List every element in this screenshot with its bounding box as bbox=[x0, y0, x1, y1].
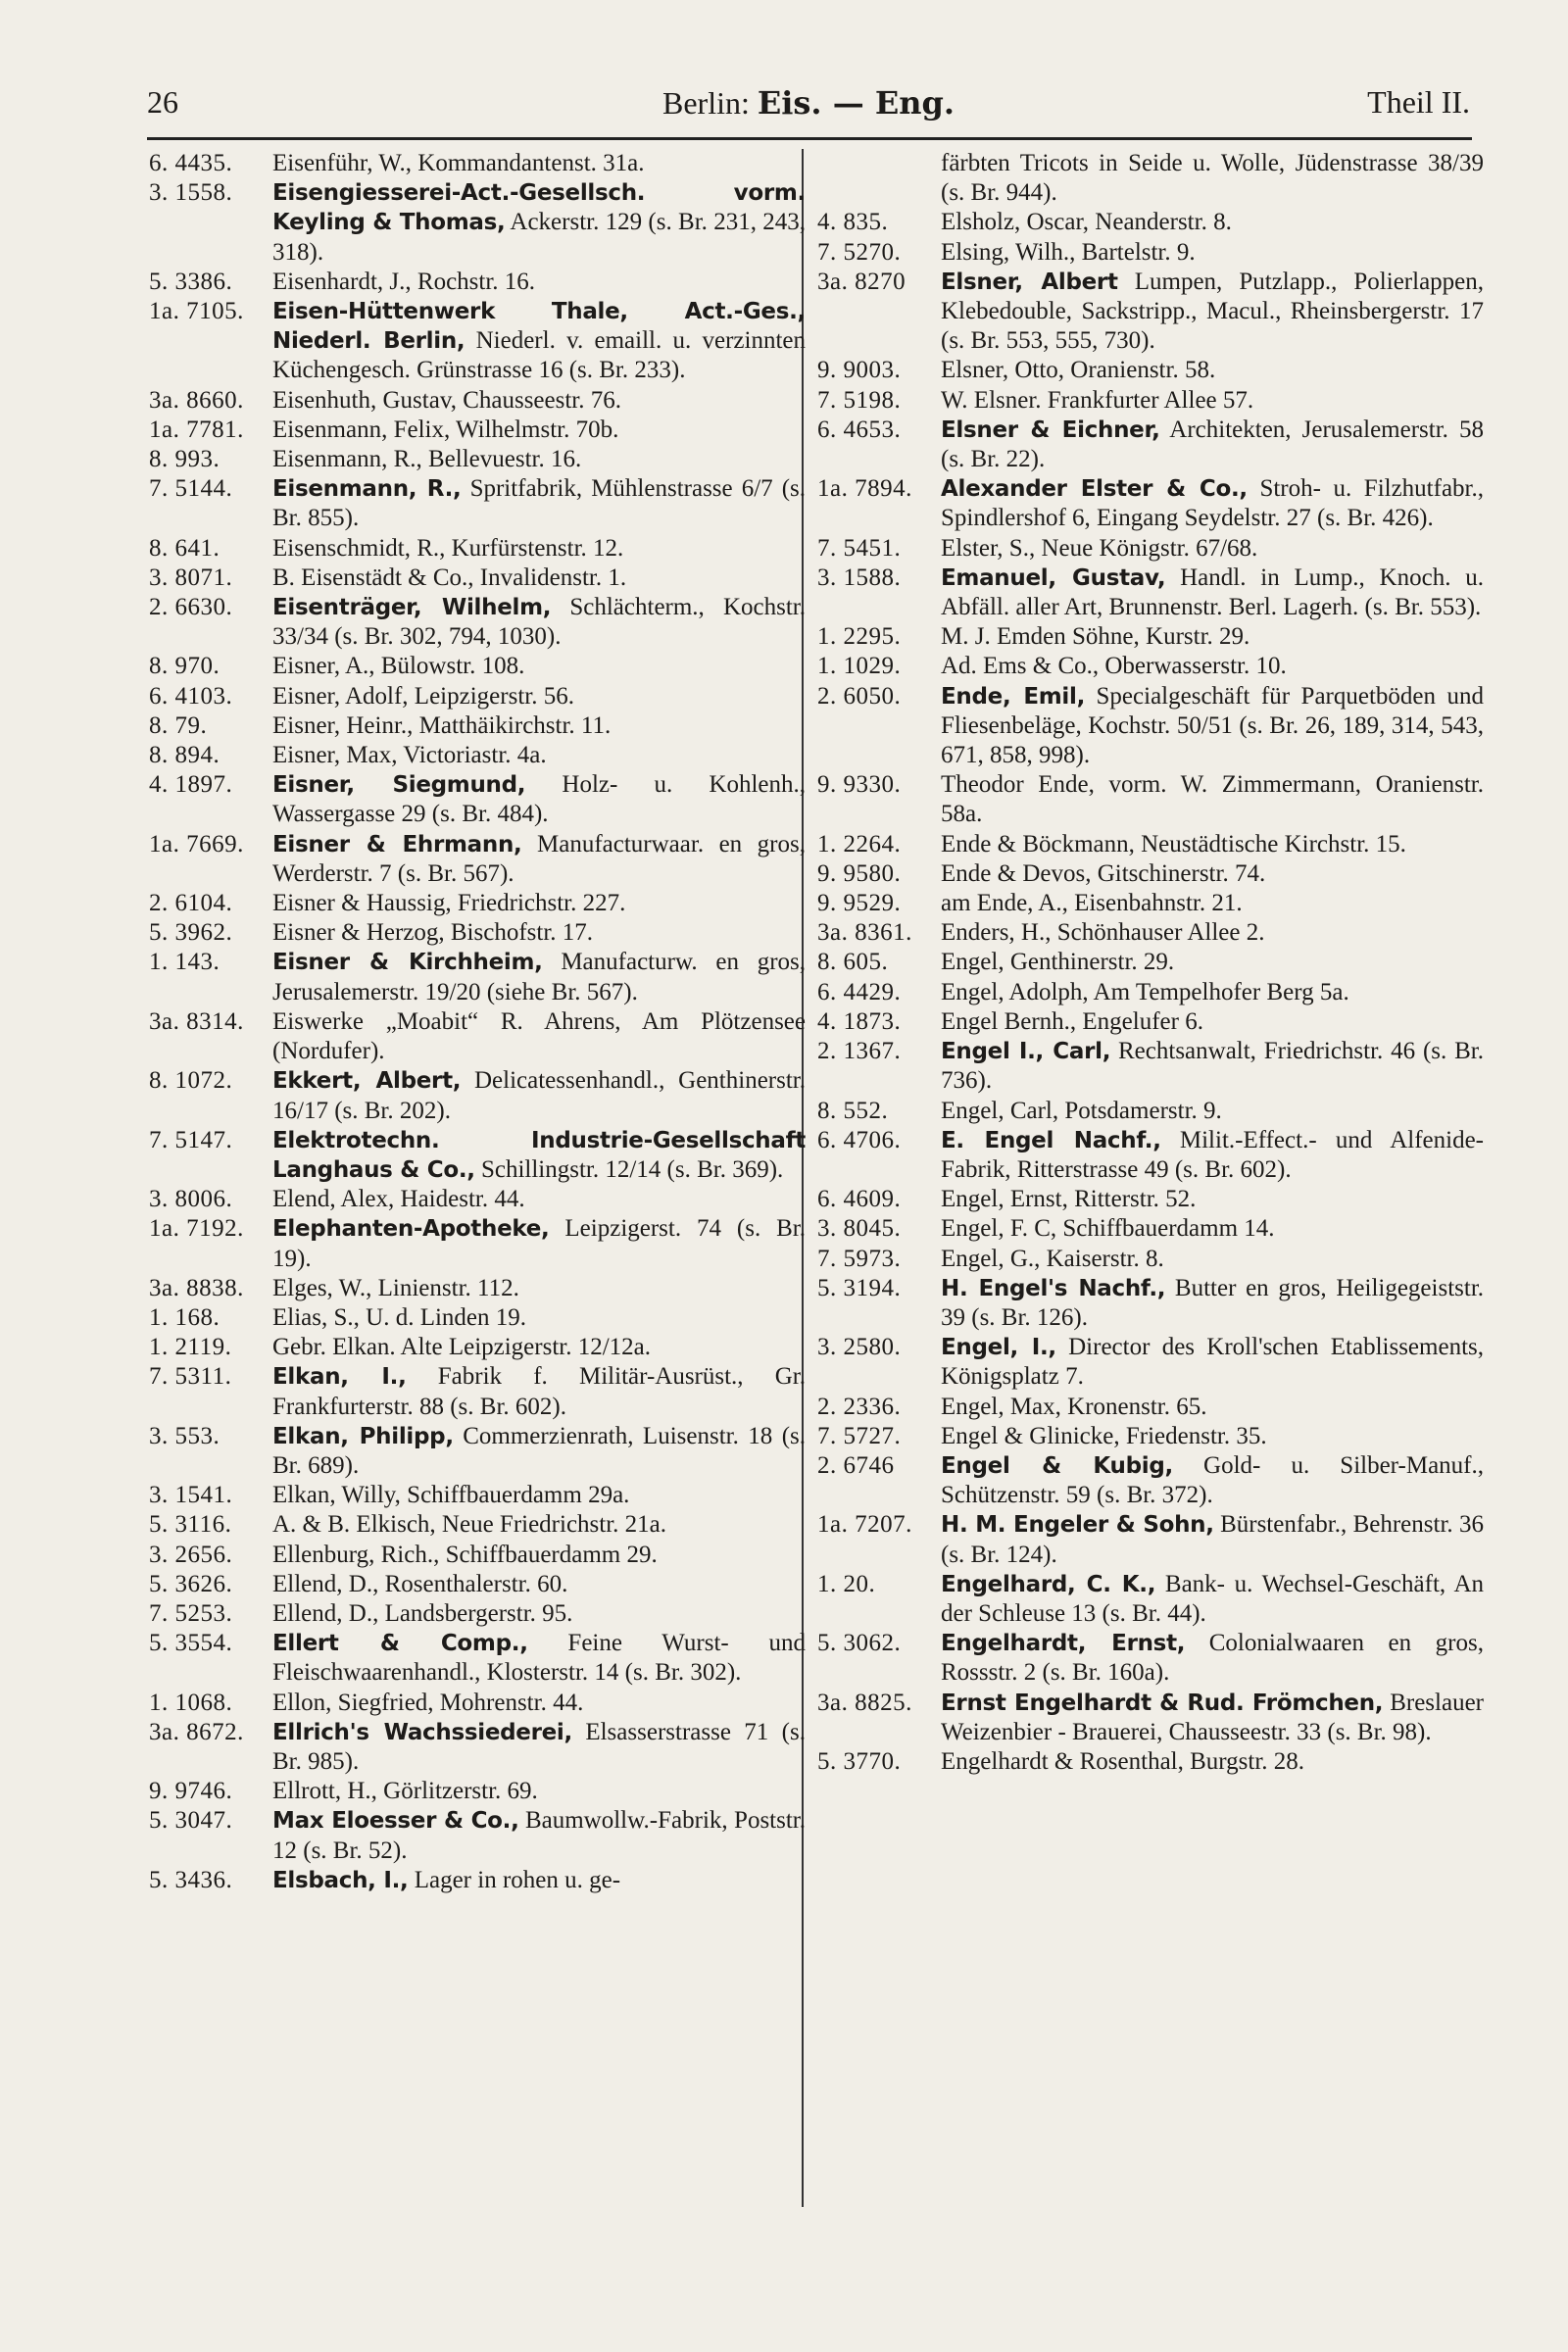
phone-number: 1a. 7192. bbox=[149, 1215, 244, 1243]
directory-entry bbox=[817, 1097, 1484, 1126]
entry-text: Holz- u. Kohlenh., Wassergasse 29 (s. Br. 484). bbox=[272, 771, 806, 828]
entry-text: Engel Bernh., Engelufer 6. bbox=[941, 1007, 1203, 1035]
entry-text: Engel, F. C, Schiffbauerdamm 14. bbox=[941, 1215, 1275, 1243]
entry-text: Architekten, Jerusalemerstr. 58 (s. Br. 22). bbox=[941, 416, 1485, 473]
entry-text: Engel, Adolph, Am Tempelhofer Berg 5a. bbox=[941, 978, 1349, 1005]
firm-name: H. M. Engeler & Sohn, bbox=[941, 1512, 1214, 1539]
entry-text: Eisner, A., Bülowstr. 108. bbox=[272, 653, 525, 680]
directory-entry bbox=[817, 918, 1484, 948]
entry-text: Engel & Glinicke, Friedenstr. 35. bbox=[941, 1422, 1267, 1449]
entry-text: Manufacturwaar. en gros, Werderstr. 7 (s. Br. 567). bbox=[272, 830, 806, 887]
running-title-range: Eis. — Eng. bbox=[757, 84, 956, 122]
entry-text: Engel, Genthinerstr. 29. bbox=[941, 949, 1175, 976]
phone-number: 3. 553. bbox=[149, 1422, 220, 1449]
phone-number: 3. 1588. bbox=[817, 564, 902, 591]
directory-entry bbox=[149, 1333, 806, 1362]
phone-number: 5. 3436. bbox=[149, 1866, 233, 1893]
firm-name: Engelhardt, Ernst, bbox=[941, 1631, 1186, 1657]
directory-entry bbox=[149, 1806, 806, 1865]
entry-text: Butter en gros, Heiligegeiststr. 39 (s. Br. 126). bbox=[941, 1274, 1485, 1331]
phone-number: 8. 970. bbox=[149, 653, 220, 680]
entry-text: Eisner & Haussig, Friedrichstr. 227. bbox=[272, 890, 626, 917]
directory-entry bbox=[817, 622, 1484, 652]
firm-name: Engel & Kubig, bbox=[941, 1452, 1173, 1479]
directory-entry bbox=[817, 1245, 1484, 1274]
entry-text: Director des Kroll'schen Etablissements, Königsplatz 7. bbox=[941, 1334, 1484, 1391]
directory-entry bbox=[149, 741, 806, 770]
directory-entry bbox=[149, 652, 806, 681]
directory-entry bbox=[149, 1599, 806, 1629]
entry-text: Commerzienrath, Luisenstr. 18 (s. Br. 689). bbox=[272, 1422, 807, 1479]
phone-number: 3a. 8838. bbox=[149, 1274, 244, 1301]
entry-text: Elster, S., Neue Königstr. 67/68. bbox=[941, 534, 1258, 562]
phone-number: 9. 9580. bbox=[817, 859, 902, 887]
entry-text: Engel, Max, Kronenstr. 65. bbox=[941, 1393, 1207, 1420]
directory-entry bbox=[817, 1007, 1484, 1037]
phone-number: 2. 6746 bbox=[817, 1451, 895, 1479]
firm-name: Engel I., Carl, bbox=[941, 1039, 1111, 1065]
firm-name: Eisner & Kirchheim, bbox=[272, 950, 543, 976]
left-column bbox=[149, 149, 806, 1895]
phone-number: 6. 4653. bbox=[817, 416, 902, 443]
entry-text: Specialgeschäft für Parquetböden und Fliesenbeläge, Kochstr. 50/51 (s. Br. 26, 189, 314, 543, 671, 858, 998). bbox=[941, 682, 1484, 769]
phone-number: 6. 4103. bbox=[149, 682, 233, 710]
directory-entry bbox=[817, 1126, 1484, 1185]
header-rule bbox=[147, 137, 1472, 140]
phone-number: 8. 1072. bbox=[149, 1067, 233, 1095]
firm-name: Eisner, Siegmund, bbox=[272, 772, 526, 799]
firm-name: Eisner & Ehrmann, bbox=[272, 831, 522, 858]
entry-text: Elias, S., U. d. Linden 19. bbox=[272, 1303, 527, 1331]
entry-text: Ellend, D., Rosenthalerstr. 60. bbox=[272, 1570, 568, 1597]
directory-entry bbox=[149, 1866, 806, 1895]
directory-entry bbox=[817, 534, 1484, 564]
directory-entry bbox=[817, 386, 1484, 416]
directory-entry bbox=[149, 474, 806, 533]
phone-number: 3a. 8270 bbox=[817, 268, 906, 295]
directory-entry bbox=[149, 1422, 806, 1481]
running-title-city: Berlin: bbox=[662, 85, 758, 121]
directory-entry bbox=[817, 268, 1484, 357]
directory-entry bbox=[149, 534, 806, 564]
firm-name: Elkan, Philipp, bbox=[272, 1423, 454, 1449]
entry-text: Feine Wurst- und Fleischwaarenhandl., Klosterstr. 14 (s. Br. 302). bbox=[272, 1630, 806, 1687]
phone-number: 3. 2656. bbox=[149, 1541, 233, 1568]
phone-number: 3. 8006. bbox=[149, 1186, 233, 1213]
firm-name: Elephanten-Apotheke, bbox=[272, 1216, 550, 1243]
entry-text: Eisenführ, W., Kommandantenst. 31a. bbox=[272, 150, 645, 176]
phone-number: 1. 1068. bbox=[149, 1689, 233, 1716]
directory-entry bbox=[817, 1185, 1484, 1214]
directory-entry bbox=[149, 1629, 806, 1688]
directory-entry bbox=[149, 1214, 806, 1273]
phone-number: 1. 143. bbox=[149, 949, 220, 976]
directory-entry bbox=[817, 1570, 1484, 1629]
entry-text: Elsholz, Oscar, Neanderstr. 8. bbox=[941, 209, 1232, 236]
phone-number: 1. 20. bbox=[817, 1570, 876, 1597]
directory-entry bbox=[149, 1689, 806, 1718]
phone-number: 5. 3770. bbox=[817, 1747, 902, 1775]
phone-number: 5. 3047. bbox=[149, 1807, 233, 1835]
directory-entry bbox=[817, 682, 1484, 771]
phone-number: 1. 2264. bbox=[817, 830, 902, 858]
phone-number: 5. 3386. bbox=[149, 268, 233, 295]
entry-text: Rechtsanwalt, Friedrichstr. 46 (s. Br. 736). bbox=[941, 1038, 1484, 1095]
firm-name: H. Engel's Nachf., bbox=[941, 1275, 1166, 1301]
directory-entry bbox=[817, 1689, 1484, 1747]
directory-entry bbox=[817, 238, 1484, 268]
firm-name: Elsner & Eichner, bbox=[941, 416, 1160, 443]
directory-entry bbox=[817, 859, 1484, 889]
directory-entry bbox=[817, 1274, 1484, 1333]
entry-text: Delicatessenhandl., Genthinerstr. 16/17 (s. Br. 202). bbox=[272, 1067, 806, 1124]
phone-number: 1a. 7669. bbox=[149, 830, 244, 858]
directory-entry bbox=[817, 948, 1484, 977]
running-title bbox=[147, 84, 1470, 122]
directory-entry bbox=[149, 1274, 806, 1303]
phone-number: 3a. 8660. bbox=[149, 386, 244, 414]
directory-entry bbox=[149, 711, 806, 741]
entry-text: W. Elsner. Frankfurter Allee 57. bbox=[941, 386, 1254, 414]
right-column bbox=[817, 149, 1484, 1777]
entry-text: Elsing, Wilh., Bartelstr. 9. bbox=[941, 238, 1196, 266]
directory-entry bbox=[149, 268, 806, 297]
entry-text: Spritfabrik, Mühlenstrasse 6/7 (s. Br. 855). bbox=[272, 475, 807, 532]
firm-name: Elektrotechn. Industrie-Gesellschaft Langhaus & Co., bbox=[272, 1127, 806, 1183]
phone-number: 2. 6050. bbox=[817, 682, 902, 710]
entry-text: Ende & Devos, Gitschinerstr. 74. bbox=[941, 859, 1266, 887]
entry-text: Eisner, Adolf, Leipzigerstr. 56. bbox=[272, 682, 574, 710]
firm-name: Elsner, Albert bbox=[941, 269, 1118, 295]
entry-text: Gebr. Elkan. Alte Leipzigerstr. 12/12a. bbox=[272, 1334, 652, 1361]
entry-text: Manufacturw. en gros, Jerusalemerstr. 19/20 (siehe Br. 567). bbox=[272, 949, 807, 1005]
entry-text: Schillingstr. 12/14 (s. Br. 369). bbox=[480, 1155, 784, 1183]
entry-text: Eiswerke „Moabit“ R. Ahrens, Am Plötzensee (Nordufer). bbox=[272, 1007, 806, 1065]
page-number: 26 bbox=[147, 84, 178, 120]
phone-number: 6. 4609. bbox=[817, 1186, 902, 1213]
directory-entry bbox=[817, 889, 1484, 918]
entry-text: Leipzigerst. 74 (s. Br. 19). bbox=[272, 1215, 806, 1272]
phone-number: 6. 4429. bbox=[817, 978, 902, 1005]
directory-entry bbox=[149, 564, 806, 593]
directory-entry bbox=[817, 564, 1484, 622]
phone-number: 8. 605. bbox=[817, 949, 889, 976]
entry-text: Eisner, Heinr., Matthäikirchstr. 11. bbox=[272, 711, 612, 739]
entry-text: Eisenhuth, Gustav, Chausseestr. 76. bbox=[272, 386, 621, 414]
phone-number: 1. 1029. bbox=[817, 653, 902, 680]
firm-name: Engelhard, C. K., bbox=[941, 1571, 1156, 1597]
directory-entry bbox=[149, 445, 806, 474]
directory-entry bbox=[817, 1747, 1484, 1777]
entry-text: Fabrik f. Militär-Ausrüst., Gr. Frankfurterstr. 88 (s. Br. 602). bbox=[272, 1363, 807, 1420]
entry-text: Eisenmann, Felix, Wilhelmstr. 70b. bbox=[272, 416, 619, 443]
directory-entry bbox=[149, 1481, 806, 1510]
entry-text: Elend, Alex, Haidestr. 44. bbox=[272, 1186, 525, 1213]
phone-number: 3a. 8672. bbox=[149, 1718, 244, 1745]
entry-text: Eisner, Max, Victoriastr. 4a. bbox=[272, 742, 547, 769]
directory-entry bbox=[149, 1066, 806, 1125]
entry-text: Engel, G., Kaiserstr. 8. bbox=[941, 1245, 1164, 1272]
entry-text: Eisenhardt, J., Rochstr. 16. bbox=[272, 268, 536, 295]
phone-number: 3. 8071. bbox=[149, 564, 233, 591]
phone-number: 9. 9330. bbox=[817, 771, 902, 799]
entry-text: Eisenschmidt, R., Kurfürstenstr. 12. bbox=[272, 534, 624, 562]
phone-number: 7. 5451. bbox=[817, 534, 902, 562]
entry-text: Handl. in Lump., Knoch. u. Abfäll. aller Art, Brunnenstr. Berl. Lagerh. (s. Br. 553). bbox=[941, 564, 1485, 621]
directory-entry bbox=[817, 978, 1484, 1007]
entry-text: Breslauer Weizenbier - Brauerei, Chausseestr. 33 (s. Br. 98). bbox=[941, 1689, 1484, 1745]
phone-number: 7. 5147. bbox=[149, 1126, 233, 1153]
entry-text: Ackerstr. 129 (s. Br. 231, 243, 318). bbox=[272, 209, 806, 266]
entry-text: Niederl. v. emaill. u. verzinnten Küchengesch. Grünstrasse 16 (s. Br. 233). bbox=[272, 327, 806, 384]
directory-entry bbox=[149, 770, 806, 829]
phone-number: 3. 1541. bbox=[149, 1482, 233, 1509]
phone-number: 7. 5144. bbox=[149, 475, 233, 503]
phone-number: 2. 2336. bbox=[817, 1393, 902, 1420]
directory-entry bbox=[817, 1214, 1484, 1244]
directory-entry bbox=[149, 948, 806, 1006]
entry-text: Lumpen, Putzlapp., Polierlappen, Klebedouble, Sackstripp., Macul., Rheinsbergerstr. 17 (s. Br. 553, 555, 730). bbox=[941, 268, 1485, 355]
directory-entry bbox=[149, 1185, 806, 1214]
firm-name: Emanuel, Gustav, bbox=[941, 564, 1166, 591]
directory-entry bbox=[817, 208, 1484, 237]
entry-text: Ellend, D., Landsbergerstr. 95. bbox=[272, 1599, 573, 1627]
phone-number: 3a. 8361. bbox=[817, 919, 912, 947]
phone-number: 7. 5311. bbox=[149, 1363, 232, 1391]
phone-number: 5. 3062. bbox=[817, 1630, 902, 1657]
phone-number: 8. 552. bbox=[817, 1097, 889, 1124]
directory-entry bbox=[149, 416, 806, 445]
firm-name: Alexander Elster & Co., bbox=[941, 476, 1248, 503]
firm-name: Engel, I., bbox=[941, 1335, 1056, 1361]
entry-text: A. & B. Elkisch, Neue Friedrichstr. 21a. bbox=[272, 1511, 667, 1539]
directory-entry bbox=[817, 416, 1484, 474]
phone-number: 9. 9003. bbox=[817, 357, 902, 384]
page-header bbox=[147, 84, 1470, 133]
directory-entry bbox=[817, 1451, 1484, 1510]
phone-number: 5. 3962. bbox=[149, 919, 233, 947]
directory-entry bbox=[817, 1629, 1484, 1688]
directory-entry bbox=[817, 652, 1484, 681]
entry-text: Ad. Ems & Co., Oberwasserstr. 10. bbox=[941, 653, 1287, 680]
directory-entry bbox=[817, 830, 1484, 859]
entry-text: Schlächterm., Kochstr. 33/34 (s. Br. 302, 794, 1030). bbox=[272, 594, 806, 651]
phone-number: 1a. 7781. bbox=[149, 416, 244, 443]
phone-number: 9. 9529. bbox=[817, 890, 902, 917]
phone-number: 1a. 7207. bbox=[817, 1511, 912, 1539]
entry-text: färbten Tricots in Seide u. Wolle, Jüdenstrasse 38/39 (s. Br. 944). bbox=[941, 150, 1484, 207]
firm-name: Max Eloesser & Co., bbox=[272, 1808, 519, 1835]
directory-entry bbox=[149, 386, 806, 416]
directory-entry bbox=[149, 1362, 806, 1421]
directory-entry bbox=[149, 593, 806, 652]
entry-text: Baumwollw.-Fabrik, Poststr. 12 (s. Br. 52). bbox=[272, 1807, 806, 1864]
directory-entry bbox=[817, 149, 1484, 208]
entry-text: Gold- u. Silber-Manuf., Schützenstr. 59 (s. Br. 372). bbox=[941, 1451, 1484, 1509]
phone-number: 1. 2295. bbox=[817, 623, 902, 651]
directory-entry bbox=[149, 1570, 806, 1599]
phone-number: 4. 835. bbox=[817, 209, 889, 236]
phone-number: 4. 1897. bbox=[149, 771, 233, 799]
directory-entry bbox=[149, 1303, 806, 1333]
phone-number: 8. 993. bbox=[149, 446, 220, 473]
directory-entry bbox=[149, 149, 806, 178]
phone-number: 7. 5270. bbox=[817, 238, 902, 266]
firm-name: Eisenträger, Wilhelm, bbox=[272, 595, 552, 621]
entry-text: Engel, Carl, Potsdamerstr. 9. bbox=[941, 1097, 1222, 1124]
directory-entry bbox=[149, 830, 806, 889]
entry-text: am Ende, A., Eisenbahnstr. 21. bbox=[941, 890, 1243, 917]
entry-text: Ellenburg, Rich., Schiffbauerdamm 29. bbox=[272, 1541, 658, 1568]
entry-text: Lager in rohen u. ge- bbox=[414, 1866, 621, 1893]
firm-name: Ernst Engelhardt & Rud. Frömchen, bbox=[941, 1690, 1384, 1716]
entry-text: Bank- u. Wechsel-Geschäft, An der Schleuse 13 (s. Br. 44). bbox=[941, 1570, 1485, 1627]
firm-name: Eisengiesserei-Act.-Gesellsch. vorm. Keyling & Thomas, bbox=[272, 180, 806, 236]
directory-entry bbox=[817, 356, 1484, 385]
directory-entry bbox=[149, 682, 806, 711]
entry-text: Stroh- u. Filzhutfabr., Spindlershof 6, Eingang Seydelstr. 27 (s. Br. 426). bbox=[941, 475, 1484, 532]
phone-number: 3. 1558. bbox=[149, 179, 233, 207]
phone-number: 4. 1873. bbox=[817, 1007, 902, 1035]
firm-name: Ende, Emil, bbox=[941, 683, 1086, 710]
directory-entry bbox=[817, 474, 1484, 533]
directory-entry bbox=[149, 1777, 806, 1806]
phone-number: 3a. 8314. bbox=[149, 1007, 244, 1035]
phone-number: 5. 3626. bbox=[149, 1570, 233, 1597]
phone-number: 8. 641. bbox=[149, 534, 220, 562]
phone-number: 2. 6104. bbox=[149, 890, 233, 917]
phone-number: 2. 1367. bbox=[817, 1038, 902, 1065]
directory-entry bbox=[817, 1393, 1484, 1422]
entry-text: Ellrott, H., Görlitzerstr. 69. bbox=[272, 1778, 538, 1805]
directory-entry bbox=[817, 770, 1484, 829]
phone-number: 5. 3194. bbox=[817, 1274, 902, 1301]
entry-text: Colonialwaaren en gros, Rossstr. 2 (s. Br. 160a). bbox=[941, 1630, 1484, 1687]
phone-number: 1a. 7894. bbox=[817, 475, 912, 503]
firm-name: Elkan, I., bbox=[272, 1364, 407, 1391]
firm-name: Ellert & Comp., bbox=[272, 1631, 528, 1657]
directory-entry bbox=[817, 1510, 1484, 1569]
phone-number: 3. 2580. bbox=[817, 1334, 902, 1361]
firm-name: Eisenmann, R., bbox=[272, 476, 462, 503]
phone-number: 7. 5198. bbox=[817, 386, 902, 414]
entry-text: Elges, W., Linienstr. 112. bbox=[272, 1274, 519, 1301]
directory-entry bbox=[149, 297, 806, 386]
directory-entry bbox=[149, 918, 806, 948]
directory-entry bbox=[149, 1007, 806, 1066]
phone-number: 9. 9746. bbox=[149, 1778, 233, 1805]
directory-entry bbox=[149, 1718, 806, 1777]
directory-entry bbox=[149, 178, 806, 268]
phone-number: 1. 2119. bbox=[149, 1334, 232, 1361]
phone-number: 2. 6630. bbox=[149, 594, 233, 621]
directory-entry bbox=[817, 1037, 1484, 1096]
entry-text: Elsner, Otto, Oranienstr. 58. bbox=[941, 357, 1216, 384]
phone-number: 7. 5253. bbox=[149, 1599, 233, 1627]
entry-text: Eisenmann, R., Bellevuestr. 16. bbox=[272, 446, 582, 473]
firm-name: Ekkert, Albert, bbox=[272, 1068, 462, 1095]
entry-text: Ende & Böckmann, Neustädtische Kirchstr. 15. bbox=[941, 830, 1406, 858]
phone-number: 3. 8045. bbox=[817, 1215, 902, 1243]
directory-entry bbox=[817, 1422, 1484, 1451]
phone-number: 8. 79. bbox=[149, 711, 208, 739]
entry-text: Engel, Ernst, Ritterstr. 52. bbox=[941, 1186, 1197, 1213]
entry-text: B. Eisenstädt & Co., Invalidenstr. 1. bbox=[272, 564, 627, 591]
entry-text: Enders, H., Schönhauser Allee 2. bbox=[941, 919, 1265, 947]
phone-number: 6. 4706. bbox=[817, 1126, 902, 1153]
directory-entry bbox=[817, 1333, 1484, 1392]
directory-entry bbox=[149, 1541, 806, 1570]
phone-number: 5. 3554. bbox=[149, 1630, 233, 1657]
phone-number: 1. 168. bbox=[149, 1303, 220, 1331]
phone-number: 1a. 7105. bbox=[149, 298, 244, 325]
firm-name: Ellrich's Wachssiederei, bbox=[272, 1719, 572, 1745]
entry-text: Theodor Ende, vorm. W. Zimmermann, Oranienstr. 58a. bbox=[941, 771, 1484, 828]
phone-number: 7. 5973. bbox=[817, 1245, 902, 1272]
phone-number: 3a. 8825. bbox=[817, 1689, 912, 1716]
entry-text: Elkan, Willy, Schiffbauerdamm 29a. bbox=[272, 1482, 630, 1509]
phone-number: 6. 4435. bbox=[149, 150, 233, 176]
firm-name: Eisen-Hüttenwerk Thale, Act.-Ges., Niederl. Berlin, bbox=[272, 299, 806, 355]
section-label: Theil II. bbox=[1367, 84, 1470, 120]
entry-text: Ellon, Siegfried, Mohrenstr. 44. bbox=[272, 1689, 584, 1716]
directory-entry bbox=[149, 1126, 806, 1185]
entry-text: Engelhardt & Rosenthal, Burgstr. 28. bbox=[941, 1747, 1305, 1775]
phone-number: 5. 3116. bbox=[149, 1511, 232, 1539]
directory-entry bbox=[149, 889, 806, 918]
phone-number: 8. 894. bbox=[149, 742, 220, 769]
entry-text: Elsasserstrasse 71 (s. Br. 985). bbox=[272, 1718, 806, 1775]
entry-text: M. J. Emden Söhne, Kurstr. 29. bbox=[941, 623, 1250, 651]
entry-text: Milit.-Effect.- und Alfenide-Fabrik, Ritterstrasse 49 (s. Br. 602). bbox=[941, 1126, 1484, 1183]
entry-text: Bürstenfabr., Behrenstr. 36 (s. Br. 124). bbox=[941, 1511, 1485, 1568]
entry-text: Eisner & Herzog, Bischofstr. 17. bbox=[272, 919, 594, 947]
firm-name: E. Engel Nachf., bbox=[941, 1127, 1161, 1153]
firm-name: Elsbach, I., bbox=[272, 1867, 409, 1893]
directory-entry bbox=[149, 1510, 806, 1540]
phone-number: 7. 5727. bbox=[817, 1422, 902, 1449]
